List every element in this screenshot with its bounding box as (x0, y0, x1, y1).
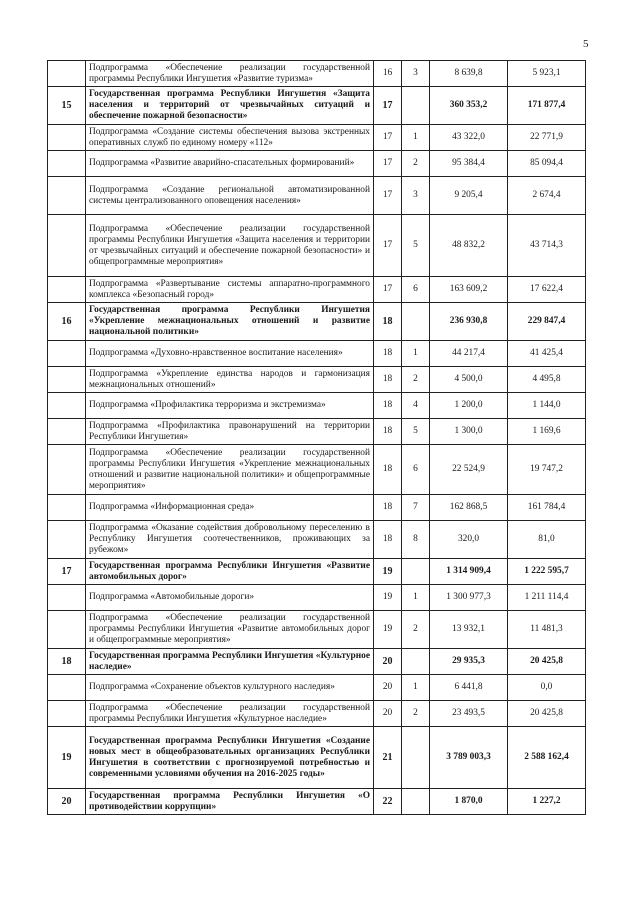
program-code: 18 (374, 495, 402, 521)
planned-amount: 9 205,4 (430, 177, 508, 215)
planned-amount: 48 832,2 (430, 215, 508, 277)
program-code: 16 (374, 61, 402, 87)
program-code: 19 (374, 611, 402, 649)
program-name: Государственная программа Республики Ингушетия «Создание новых мест в общеобразовательных организациях Республики Ингушетия в соответствии с прогнозируемой потребностью и современными условиями обучения на 2016-2025 годы» (86, 727, 374, 789)
program-name: Подпрограмма «Оказание содействия добровольному переселению в Республику Ингушетия соотечественников, проживающих за рубежом» (86, 521, 374, 559)
program-code: 19 (374, 585, 402, 611)
subprogram-code: 1 (402, 675, 430, 701)
actual-amount: 81,0 (508, 521, 586, 559)
planned-amount: 6 441,8 (430, 675, 508, 701)
planned-amount: 29 935,3 (430, 649, 508, 675)
planned-amount: 1 870,0 (430, 789, 508, 815)
actual-amount: 11 481,3 (508, 611, 586, 649)
row-number: 17 (48, 559, 86, 585)
program-row (48, 789, 586, 815)
subprogram-row (48, 215, 586, 277)
actual-amount: 22 771,9 (508, 125, 586, 151)
actual-amount: 5 923,1 (508, 61, 586, 87)
subprogram-row (48, 61, 586, 87)
row-number: 18 (48, 649, 86, 675)
subprogram-row (48, 277, 586, 303)
actual-amount: 229 847,4 (508, 303, 586, 341)
subprogram-code: 5 (402, 419, 430, 445)
page-number: 5 (583, 38, 589, 50)
subprogram-row (48, 151, 586, 177)
planned-amount: 320,0 (430, 521, 508, 559)
planned-amount: 13 932,1 (430, 611, 508, 649)
subprogram-row (48, 367, 586, 393)
program-row (48, 727, 586, 789)
actual-amount: 1 222 595,7 (508, 559, 586, 585)
planned-amount: 43 322,0 (430, 125, 508, 151)
program-code: 18 (374, 393, 402, 419)
subprogram-code: 3 (402, 61, 430, 87)
actual-amount: 1 227,2 (508, 789, 586, 815)
planned-amount: 236 930,8 (430, 303, 508, 341)
row-number: 19 (48, 727, 86, 789)
subprogram-code (402, 303, 430, 341)
subprogram-code: 5 (402, 215, 430, 277)
subprogram-code: 7 (402, 495, 430, 521)
planned-amount: 23 493,5 (430, 701, 508, 727)
row-number (48, 151, 86, 177)
program-row (48, 87, 586, 125)
program-code: 17 (374, 87, 402, 125)
program-name: Подпрограмма «Развитие аварийно-спасательных формирований» (86, 151, 374, 177)
planned-amount: 1 200,0 (430, 393, 508, 419)
budget-table (47, 60, 586, 815)
program-code: 21 (374, 727, 402, 789)
row-number (48, 521, 86, 559)
row-number (48, 393, 86, 419)
actual-amount: 20 425,8 (508, 649, 586, 675)
subprogram-row (48, 445, 586, 495)
program-row (48, 649, 586, 675)
subprogram-code: 4 (402, 393, 430, 419)
program-name: Подпрограмма «Обеспечение реализации государственной программы Республики Ингушетия «Развитие автомобильных дорог и общепрограммные мероприятия» (86, 611, 374, 649)
subprogram-code: 1 (402, 341, 430, 367)
actual-amount: 43 714,3 (508, 215, 586, 277)
subprogram-code (402, 559, 430, 585)
program-code: 18 (374, 521, 402, 559)
row-number (48, 611, 86, 649)
row-number (48, 341, 86, 367)
subprogram-row (48, 495, 586, 521)
program-name: Государственная программа Республики Ингушетия «Укрепление межнациональных отношений и развитие национальной политики» (86, 303, 374, 341)
row-number (48, 277, 86, 303)
actual-amount: 4 495,8 (508, 367, 586, 393)
program-name: Подпрограмма «Информационная среда» (86, 495, 374, 521)
row-number (48, 177, 86, 215)
row-number (48, 585, 86, 611)
row-number (48, 675, 86, 701)
subprogram-code: 6 (402, 277, 430, 303)
subprogram-code: 2 (402, 701, 430, 727)
actual-amount: 2 588 162,4 (508, 727, 586, 789)
planned-amount: 4 500,0 (430, 367, 508, 393)
row-number (48, 125, 86, 151)
subprogram-code: 2 (402, 151, 430, 177)
program-row (48, 303, 586, 341)
subprogram-code: 3 (402, 177, 430, 215)
program-name: Подпрограмма «Развертывание системы аппаратно-программного комплекса «Безопасный город» (86, 277, 374, 303)
actual-amount: 20 425,8 (508, 701, 586, 727)
planned-amount: 163 609,2 (430, 277, 508, 303)
planned-amount: 162 868,5 (430, 495, 508, 521)
actual-amount: 1 144,0 (508, 393, 586, 419)
program-code: 18 (374, 341, 402, 367)
planned-amount: 22 524,9 (430, 445, 508, 495)
program-name: Подпрограмма «Духовно-нравственное воспитание населения» (86, 341, 374, 367)
subprogram-row (48, 701, 586, 727)
program-name: Подпрограмма «Профилактика правонарушений на территории Республики Ингушетия» (86, 419, 374, 445)
program-code: 18 (374, 303, 402, 341)
program-name: Подпрограмма «Автомобильные дороги» (86, 585, 374, 611)
program-name: Подпрограмма «Создание региональной автоматизированной системы централизованного оповещения населения» (86, 177, 374, 215)
program-name: Государственная программа Республики Ингушетия «Защита населения и территорий от чрезвычайных ситуаций и обеспечение пожарной безопасности» (86, 87, 374, 125)
planned-amount: 1 314 909,4 (430, 559, 508, 585)
planned-amount: 1 300 977,3 (430, 585, 508, 611)
subprogram-row (48, 393, 586, 419)
program-code: 18 (374, 445, 402, 495)
row-number (48, 495, 86, 521)
row-number (48, 701, 86, 727)
program-name: Подпрограмма «Профилактика терроризма и экстремизма» (86, 393, 374, 419)
subprogram-code: 2 (402, 367, 430, 393)
planned-amount: 360 353,2 (430, 87, 508, 125)
row-number: 20 (48, 789, 86, 815)
subprogram-code (402, 87, 430, 125)
row-number: 15 (48, 87, 86, 125)
planned-amount: 8 639,8 (430, 61, 508, 87)
program-code: 20 (374, 701, 402, 727)
subprogram-row (48, 585, 586, 611)
row-number (48, 445, 86, 495)
program-code: 19 (374, 559, 402, 585)
program-name: Государственная программа Республики Ингушетия «Развитие автомобильных дорог» (86, 559, 374, 585)
subprogram-code (402, 649, 430, 675)
program-name: Подпрограмма «Обеспечение реализации государственной программы Республики Ингушетия «Защита населения и территории от чрезвычайных ситуаций и обеспечение пожарной безопасности» и общепрограммные мероприятия» (86, 215, 374, 277)
planned-amount: 44 217,4 (430, 341, 508, 367)
subprogram-row (48, 675, 586, 701)
row-number: 16 (48, 303, 86, 341)
actual-amount: 1 169,6 (508, 419, 586, 445)
subprogram-code: 6 (402, 445, 430, 495)
row-number (48, 215, 86, 277)
subprogram-row (48, 611, 586, 649)
actual-amount: 19 747,2 (508, 445, 586, 495)
subprogram-code: 8 (402, 521, 430, 559)
program-code: 18 (374, 367, 402, 393)
table-body (48, 61, 586, 815)
program-name: Подпрограмма «Сохранение объектов культурного наследия» (86, 675, 374, 701)
program-code: 17 (374, 277, 402, 303)
subprogram-row (48, 419, 586, 445)
subprogram-code: 1 (402, 125, 430, 151)
program-name: Подпрограмма «Обеспечение реализации государственной программы Республики Ингушетия «Развитие туризма» (86, 61, 374, 87)
program-code: 18 (374, 419, 402, 445)
actual-amount: 41 425,4 (508, 341, 586, 367)
program-name: Подпрограмма «Обеспечение реализации государственной программы Республики Ингушетия «Укрепление межнациональных отношений и развитие национальной политики» и общепрограммные мероприятия» (86, 445, 374, 495)
subprogram-code (402, 727, 430, 789)
program-name: Государственная программа Республики Ингушетия «О противодействии коррупции» (86, 789, 374, 815)
program-code: 20 (374, 675, 402, 701)
program-code: 22 (374, 789, 402, 815)
actual-amount: 171 877,4 (508, 87, 586, 125)
planned-amount: 3 789 003,3 (430, 727, 508, 789)
program-name: Подпрограмма «Создание системы обеспечения вызова экстренных оперативных служб по единому номеру «112» (86, 125, 374, 151)
subprogram-row (48, 177, 586, 215)
subprogram-code: 2 (402, 611, 430, 649)
subprogram-row (48, 521, 586, 559)
actual-amount: 17 622,4 (508, 277, 586, 303)
program-code: 17 (374, 215, 402, 277)
subprogram-code (402, 789, 430, 815)
row-number (48, 367, 86, 393)
row-number (48, 61, 86, 87)
actual-amount: 2 674,4 (508, 177, 586, 215)
program-code: 20 (374, 649, 402, 675)
row-number (48, 419, 86, 445)
planned-amount: 95 384,4 (430, 151, 508, 177)
subprogram-code: 1 (402, 585, 430, 611)
program-name: Государственная программа Республики Ингушетия «Культурное наследие» (86, 649, 374, 675)
planned-amount: 1 300,0 (430, 419, 508, 445)
actual-amount: 161 784,4 (508, 495, 586, 521)
actual-amount: 1 211 114,4 (508, 585, 586, 611)
program-code: 17 (374, 151, 402, 177)
subprogram-row (48, 341, 586, 367)
program-code: 17 (374, 125, 402, 151)
actual-amount: 85 094,4 (508, 151, 586, 177)
program-name: Подпрограмма «Укрепление единства народов и гармонизация межнациональных отношений» (86, 367, 374, 393)
program-name: Подпрограмма «Обеспечение реализации государственной программы Республики Ингушетия «Культурное наследие» (86, 701, 374, 727)
subprogram-row (48, 125, 586, 151)
program-row (48, 559, 586, 585)
actual-amount: 0,0 (508, 675, 586, 701)
program-code: 17 (374, 177, 402, 215)
